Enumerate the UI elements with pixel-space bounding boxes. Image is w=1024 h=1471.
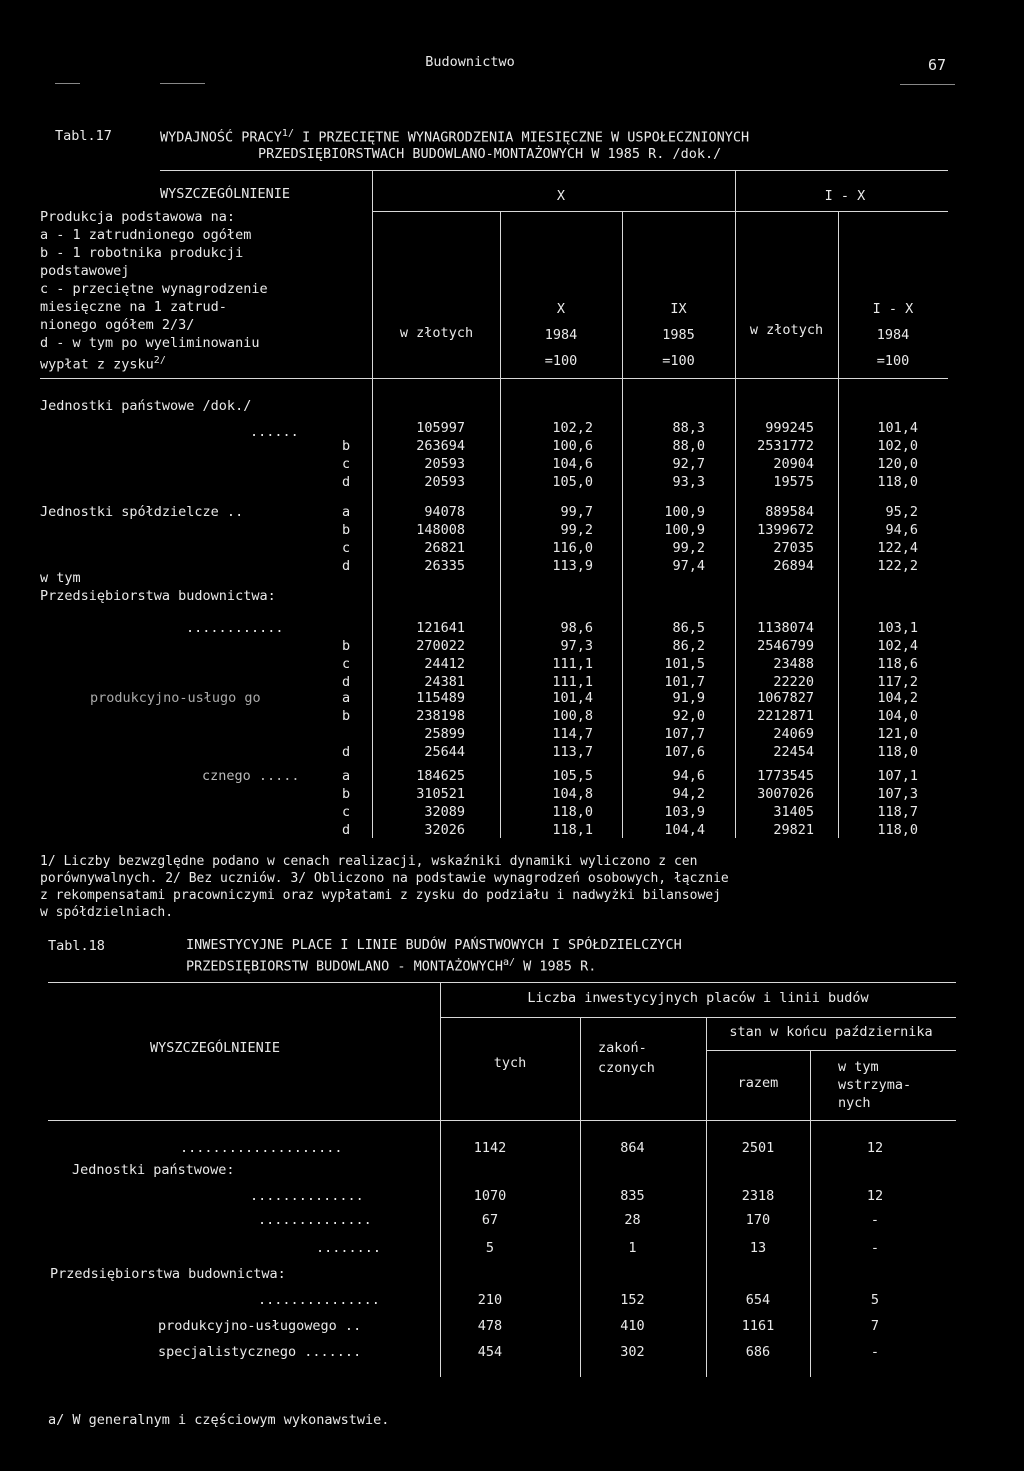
section-label: Jednostki spółdzielcze .. — [40, 504, 244, 520]
row-stub: ............ — [186, 620, 284, 636]
header-vline — [735, 170, 736, 378]
header-bottom-rule — [48, 1120, 956, 1121]
running-title: Budownictwo — [425, 54, 515, 70]
col-header-stan: stan w końcu października — [729, 1024, 933, 1040]
table-title-line1: WYDAJNOŚĆ $PRACY^{1/}$ I PRZECIĘTNE WYNAGRODZENIA MIESIĘCZNE W USPOŁECZNIONYCH — [160, 128, 750, 146]
table-18-footnote: a/ W generalnym i częściowym wykonawstwie. — [48, 1412, 390, 1428]
col-header-ix1984: I - X 1984 =100 — [872, 301, 914, 369]
header-top-rule — [48, 982, 956, 983]
col-header-tych: tych — [493, 1055, 527, 1071]
row-stub: produkcyjno-usługo go — [90, 690, 261, 706]
header-bottom-rule — [40, 378, 948, 379]
page-number: 67 — [928, 56, 947, 74]
col-header-x1984: X 1984 =100 — [544, 301, 578, 369]
header-rule — [55, 83, 80, 84]
stub-legend: Produkcja podstawowa na: a - 1 zatrudnionego ogółem b - 1 robotnika produkcji podstawowej c - przeciętne wynagrodzenie miesięczne na 1 zatrud- nionego ogółem 2/3/ d - w tym po wyeliminowaniu wypłat z zysku$^{2/}$ — [40, 209, 268, 373]
row-stub: cznego ..... — [202, 768, 300, 784]
header-mid-rule — [440, 1017, 956, 1018]
table-17-footnotes: 1/ Liczby bezwzględne podano w cenach realizacji, wskaźniki dynamiki wyliczono z cen porównywalnych. 2/ Bez uczniów. 3/ Obliczono na podstawie wynagrodzeń osobowych, łącznie z rekompensatami pracowniczymi oraz wypłatami z zysku do podziału i nadwyżki bilansowej w spółdzielniach. — [40, 854, 729, 920]
table-title: INWESTYCYJNE PLACE I LINIE BUDÓW PAŃSTWOWYCH I SPÓŁDZIELCZYCH PRZEDSIĘBIORSTW BUDOWLANO - $MONTAŻOWYCH^{a/}$ W 1985 R. — [186, 937, 682, 975]
table-number: Tabl.18 — [48, 938, 105, 954]
col-header-zakonczonych: zakoń- czonych — [598, 1040, 655, 1076]
header-top-rule — [160, 170, 948, 171]
stub-header: WYSZCZEGÓLNIENIE — [160, 186, 291, 202]
header-sub-rule — [706, 1050, 956, 1051]
header-mid-rule — [373, 211, 948, 212]
header-rule — [160, 83, 205, 84]
table-title-line2: PRZEDSIĘBIORSTWACH BUDOWLANO-MONTAŻOWYCH W 1985 R. /dok./ — [258, 146, 722, 162]
col-header-zl2: w złotych — [749, 322, 824, 338]
row-stub: ...... — [250, 424, 299, 440]
col-group-x: X — [556, 188, 566, 204]
przeds-label: Przedsiębiorstwa budownictwa: — [40, 588, 276, 604]
col-header-wstrzymanych: w tym wstrzyma- nych — [838, 1059, 912, 1111]
body-vline — [372, 378, 373, 838]
header-vline — [372, 170, 373, 378]
section-label: Jednostki państwowe /dok./ — [40, 398, 252, 414]
wtym-label: w tym — [40, 570, 81, 586]
header-rule — [900, 84, 955, 85]
stub-header: WYSZCZEGÓLNIENIE — [150, 1040, 281, 1056]
col-header-razem: razem — [737, 1075, 779, 1091]
table-number: Tabl.17 — [55, 128, 112, 144]
col-header-zl1: w złotych — [399, 325, 474, 341]
col-group-ix: I - X — [824, 188, 866, 204]
group-header: Liczba inwestycyjnych placów i linii budów — [527, 990, 869, 1006]
col-header-ix1985: IX 1985 =100 — [662, 301, 695, 369]
